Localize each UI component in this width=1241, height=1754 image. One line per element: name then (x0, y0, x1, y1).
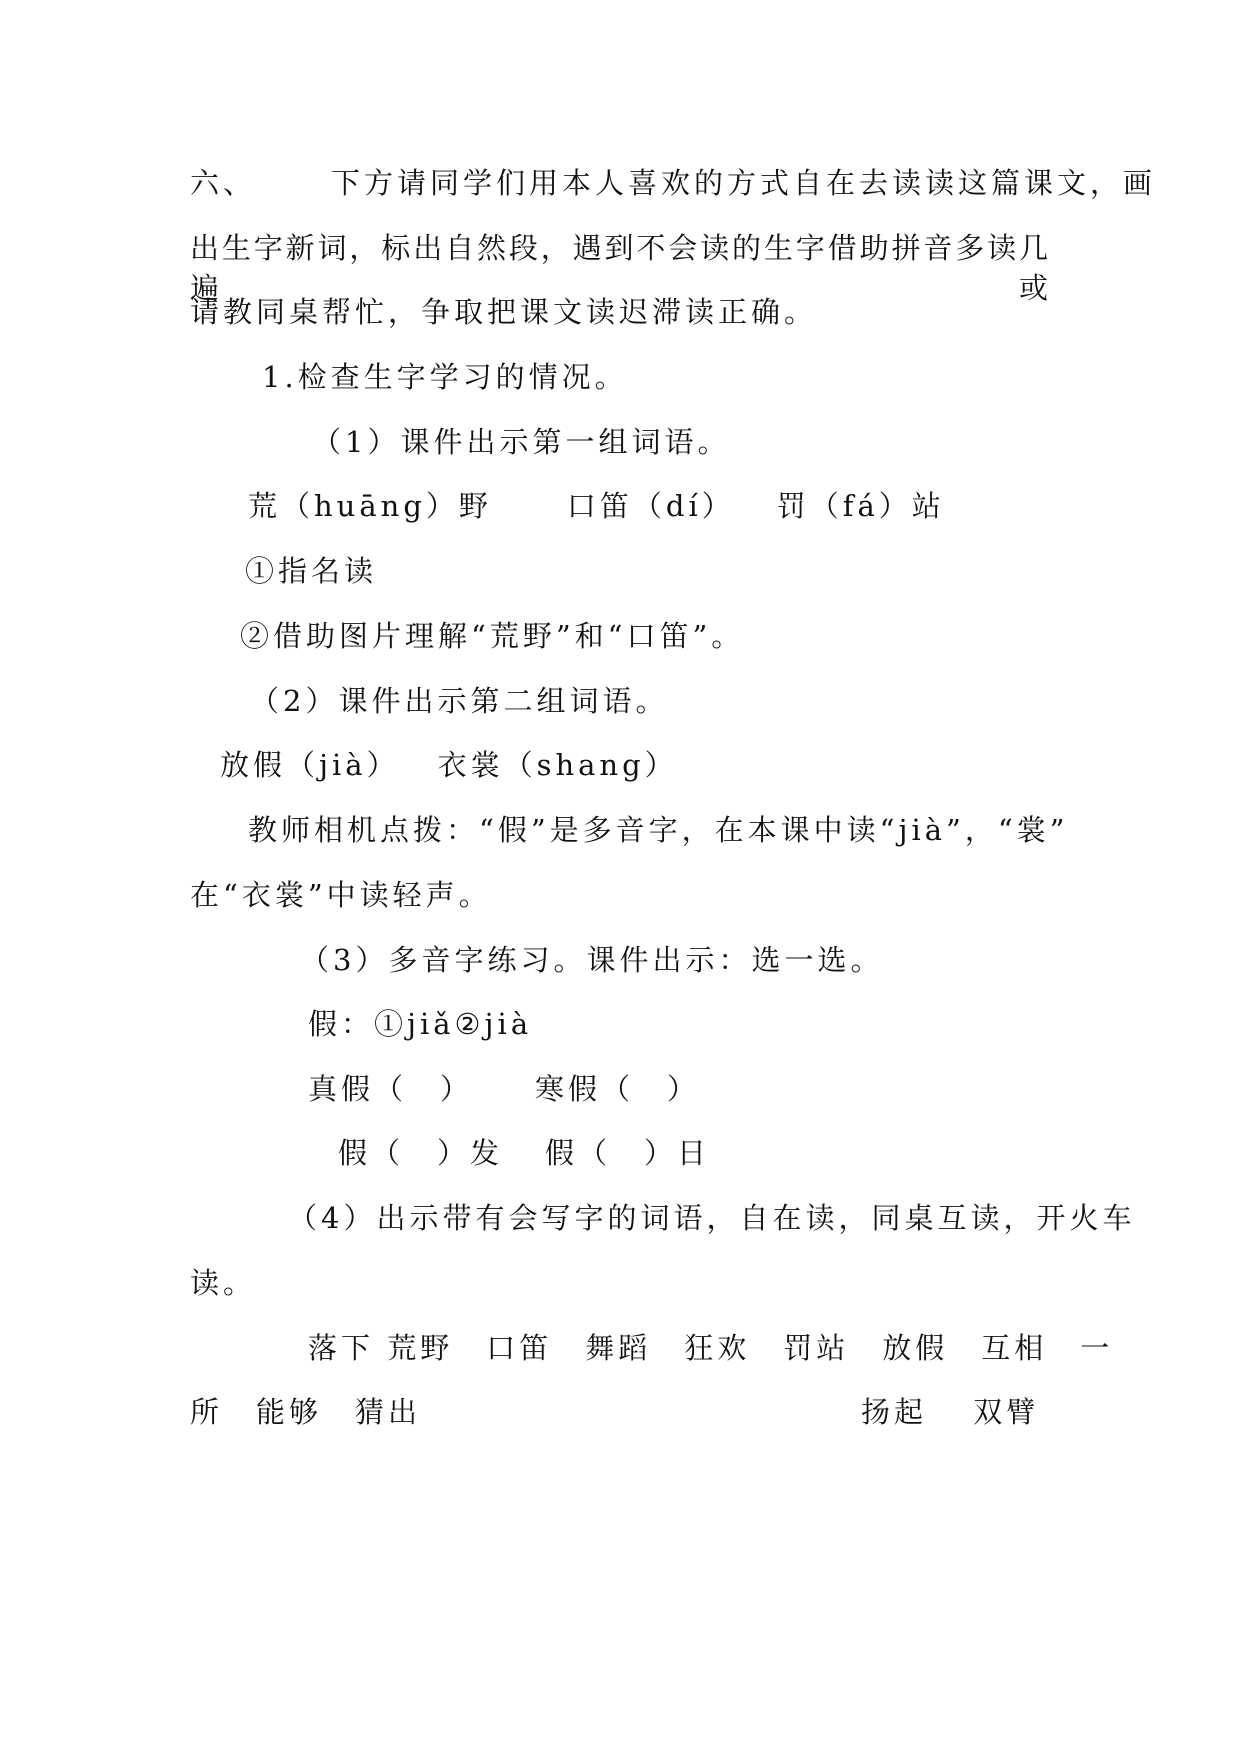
subitem-4-line-1: （4）出示带有会写字的词语，自在读，同桌互读，开火车 (288, 1201, 1136, 1235)
step-picture-understanding: ②借助图片理解“荒野”和“口笛”。 (240, 619, 745, 653)
teacher-note-line-2: 在“衣裳”中读轻声。 (190, 878, 492, 912)
paragraph-six-line-1 (190, 163, 1157, 203)
subitem-2-heading: （2）课件出示第二组词语。 (250, 684, 669, 718)
step-read-by-name: ①指名读 (245, 554, 378, 588)
vocab-line-1: 落下 荒野 口笛 舞蹈 狂欢 罚站 放假 互相 一 (308, 1331, 1114, 1365)
item-1-heading: 1.检查生字学习的情况。 (262, 360, 628, 394)
subitem-1-heading: （1）课件出示第一组词语。 (312, 425, 731, 459)
word-huangye: 荒（huāng）野 (248, 489, 492, 523)
word-fazhan: 罚（fá）站 (776, 489, 945, 523)
subitem-3-heading: （3）多音字练习。课件出示：选一选。 (300, 943, 884, 977)
word-koudi: 口笛（dí） (566, 489, 735, 523)
word-group-2 (220, 745, 678, 785)
word-yishang: 衣裳（shang） (437, 748, 678, 782)
paragraph-text: 下方请同学们用本人喜欢的方式自在去读读这篇课文，画 (331, 166, 1157, 200)
exercise-row-1 (308, 1069, 700, 1109)
exercise-row-2 (338, 1133, 710, 1173)
vocab-right: 扬起 双臂 (861, 1395, 1040, 1429)
word-group-1 (248, 486, 945, 526)
word-fangjia: 放假（jià） (220, 748, 400, 782)
exercise-jiafa: 假（ ）发 (338, 1136, 504, 1170)
paragraph-six-line-3: 请教同桌帮忙，争取把课文读迟滞读正确。 (190, 295, 818, 329)
vocab-line-2 (190, 1392, 1039, 1432)
polyphone-options: 假：①jiǎ②jià (308, 1007, 533, 1041)
exercise-jiari: 假（ ）日 (545, 1136, 711, 1170)
section-number: 六、 (190, 166, 257, 200)
exercise-hanjia: 寒假（ ） (535, 1072, 701, 1106)
teacher-note-line-1: 教师相机点拨：“假”是多音字，在本课中读“jià”，“裳” (248, 813, 1069, 847)
paragraph-six-line-2: 出生字新词，标出自然段，遇到不会读的生字借助拼音多读几遍或 (190, 231, 1050, 305)
exercise-zhenjia: 真假（ ） (308, 1072, 474, 1106)
subitem-4-line-2: 读。 (190, 1266, 257, 1300)
vocab-left: 所 能够 猜出 (190, 1395, 422, 1429)
